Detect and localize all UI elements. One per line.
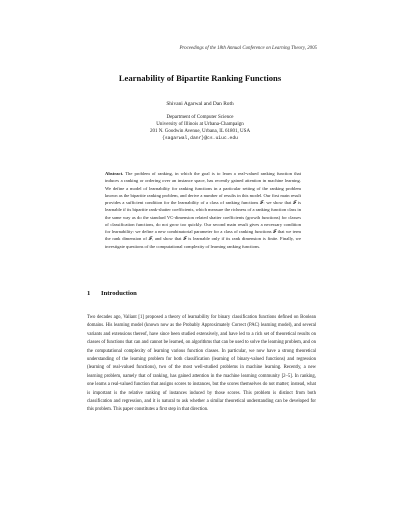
abstract [105, 170, 301, 250]
abstract-label: Abstract. [105, 171, 124, 176]
author-affiliation [0, 114, 400, 142]
section-number: 1 [87, 290, 91, 297]
section-title: Introduction [101, 290, 137, 297]
introduction-paragraph: Two decades ago, Valiant [1] proposed a theory of learnability for binary classification functions defined on Boolean domains. His learning model (known now as the Probably Approximately Correct (PAC) learning model), and several variants and extensions thereof, have since been studied extensively, and have led to a rich set of theoretical results on classes of functions that can and cannot be learned, on algorithms that can be used to solve the learning problem, and on the computational complexity of learning various function classes. In particular, we now have a strong theoretical understanding of the learning problem for both classification (learning of binary-valued functions) and regression (learning of real-valued functions), two of the most well-studied problems in machine learning. Recently, a new learning problem, namely that of ranking, has gained attention in the machine learning community [2–5]. In ranking, one learns a real-valued function that assigns scores to instances, but the scores themselves do not matter; instead, what is important is the relative ranking of instances induced by those scores. This problem is distinct from both classification and regression, and it is natural to ask whether a similar theoretical understanding can be developed for this problem. This paper constitutes a first step in that direction. [87, 315, 316, 413]
affiliation-department: Department of Computer Science [166, 115, 234, 120]
affiliation-university: University of Illinois at Urbana-Champaign [156, 122, 244, 127]
section-heading [87, 290, 137, 297]
proceedings-header: Proceedings of the 18th Annual Conference on Learning Theory, 2005 [179, 46, 317, 51]
affiliation-address: 201 N. Goodwin Avenue, Urbana, IL 61801, USA [149, 129, 251, 134]
abstract-text: The problem of ranking, in which the goal is to learn a real-valued ranking function that induces a ranking or ordering over an instance space, has recently gained attention in machine learning. We define a model of learnability for ranking functions in a particular setting of the ranking problem known as the bipartite ranking problem, and derive a number of results in this model. Our first main result provides a sufficient condition for the learnability of a class of ranking functions 𝓕: we show that 𝓕 is learnable if its bipartite rank-shatter coefficients, which measure the richness of a ranking function class in the same way as do the standard VC-dimension related shatter coefficients (growth functions) for classes of classification functions, do not grow too quickly. Our second main result gives a necessary condition for learnability: we define a new combinatorial parameter for a class of ranking functions 𝓕 that we term the rank dimension of 𝓕, and show that 𝓕 is learnable only if its rank dimension is finite. Finally, we investigate questions of the computational complexity of learning ranking functions. [105, 171, 301, 249]
paper-authors: Shivani Agarwal and Dan Roth [166, 101, 234, 107]
affiliation-email: {sagarwal,danr}@cs.uiuc.edu [162, 136, 238, 141]
paper-title: Learnability of Bipartite Ranking Functions [118, 73, 282, 83]
